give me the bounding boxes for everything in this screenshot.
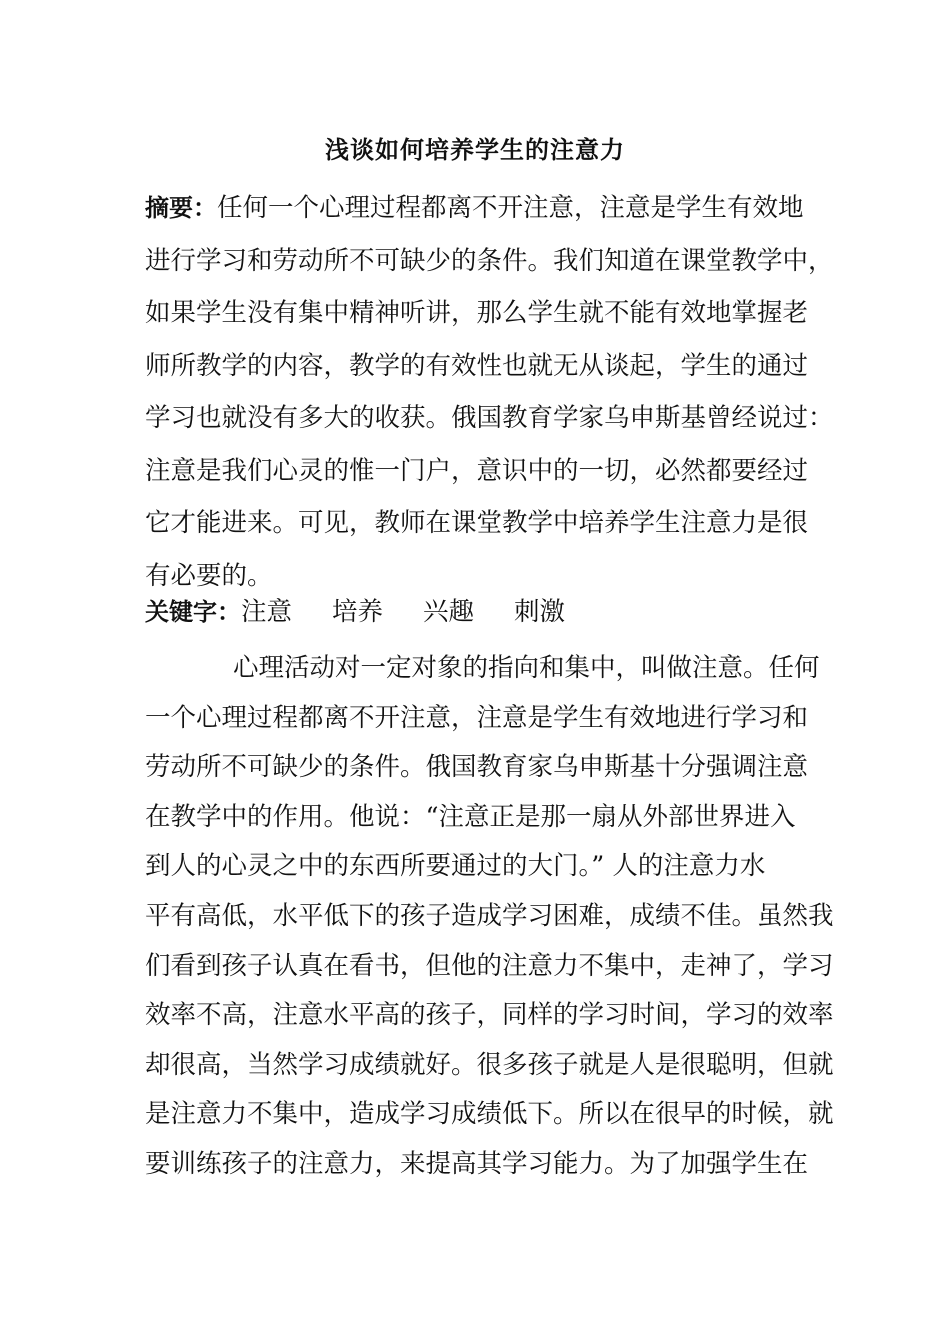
abstract-line: 有必要的。 [145, 560, 273, 591]
body-line: 要训练孩子的注意力，来提高其学习能力。为了加强学生在 [145, 1148, 809, 1179]
keyword: 注意 [241, 597, 293, 627]
abstract-line [145, 182, 815, 235]
abstract-line: 注意是我们心灵的惟一门户，意识中的一切，必然都要经过 [145, 455, 809, 486]
body-line: 到人的心灵之中的东西所要通过的大门。” 人的注意力水 [145, 851, 766, 882]
body-line: 却很高，当然学习成绩就好。很多孩子就是人是很聪明，但就 [145, 1049, 834, 1080]
keyword: 培养 [332, 597, 384, 627]
keyword: 刺激 [514, 597, 566, 627]
body-line: 在教学中的作用。他说：“注意正是那一扇从外部世界进入 [145, 801, 796, 832]
abstract-section [145, 182, 834, 602]
body-line: 劳动所不可缺少的条件。俄国教育家乌申斯基十分强调注意 [145, 752, 809, 783]
abstract-line: 进行学习和劳动所不可缺少的条件。我们知道在课堂教学中， [145, 245, 834, 276]
abstract-text: 任何一个心理过程都离不开注意，注意是学生有效地 [217, 193, 804, 223]
body-line: 平有高低，水平低下的孩子造成学习困难，成绩不佳。虽然我 [145, 900, 834, 931]
abstract-label: 摘要： [145, 194, 217, 222]
abstract-line: 师所教学的内容，教学的有效性也就无从谈起，学生的通过 [145, 350, 809, 381]
body-section [145, 644, 834, 1190]
body-line: 效率不高，注意水平高的孩子，同样的学习时间，学习的效率 [145, 1000, 834, 1031]
abstract-line: 学习也就没有多大的收获。俄国教育学家乌申斯基曾经说过： [145, 403, 834, 433]
abstract-line: 如果学生没有集中精神听讲，那么学生就不能有效地掌握老 [145, 298, 809, 328]
body-line: 一个心理过程都离不开注意，注意是学生有效地进行学习和 [145, 702, 809, 733]
body-line: 们看到孩子认真在看书，但他的注意力不集中，走神了，学习 [145, 950, 834, 981]
document-title: 浅谈如何培养学生的注意力 [325, 135, 625, 164]
keywords-section [145, 586, 815, 638]
body-line: 心理活动对一定对象的指向和集中，叫做注意。任何 [233, 653, 820, 683]
keyword: 兴趣 [423, 597, 475, 627]
abstract-line: 它才能进来。可见，教师在课堂教学中培养学生注意力是很 [145, 508, 809, 538]
keywords-label: 关键字： [145, 598, 241, 626]
body-line: 是注意力不集中，造成学习成绩低下。所以在很早的时候，就 [145, 1099, 834, 1130]
